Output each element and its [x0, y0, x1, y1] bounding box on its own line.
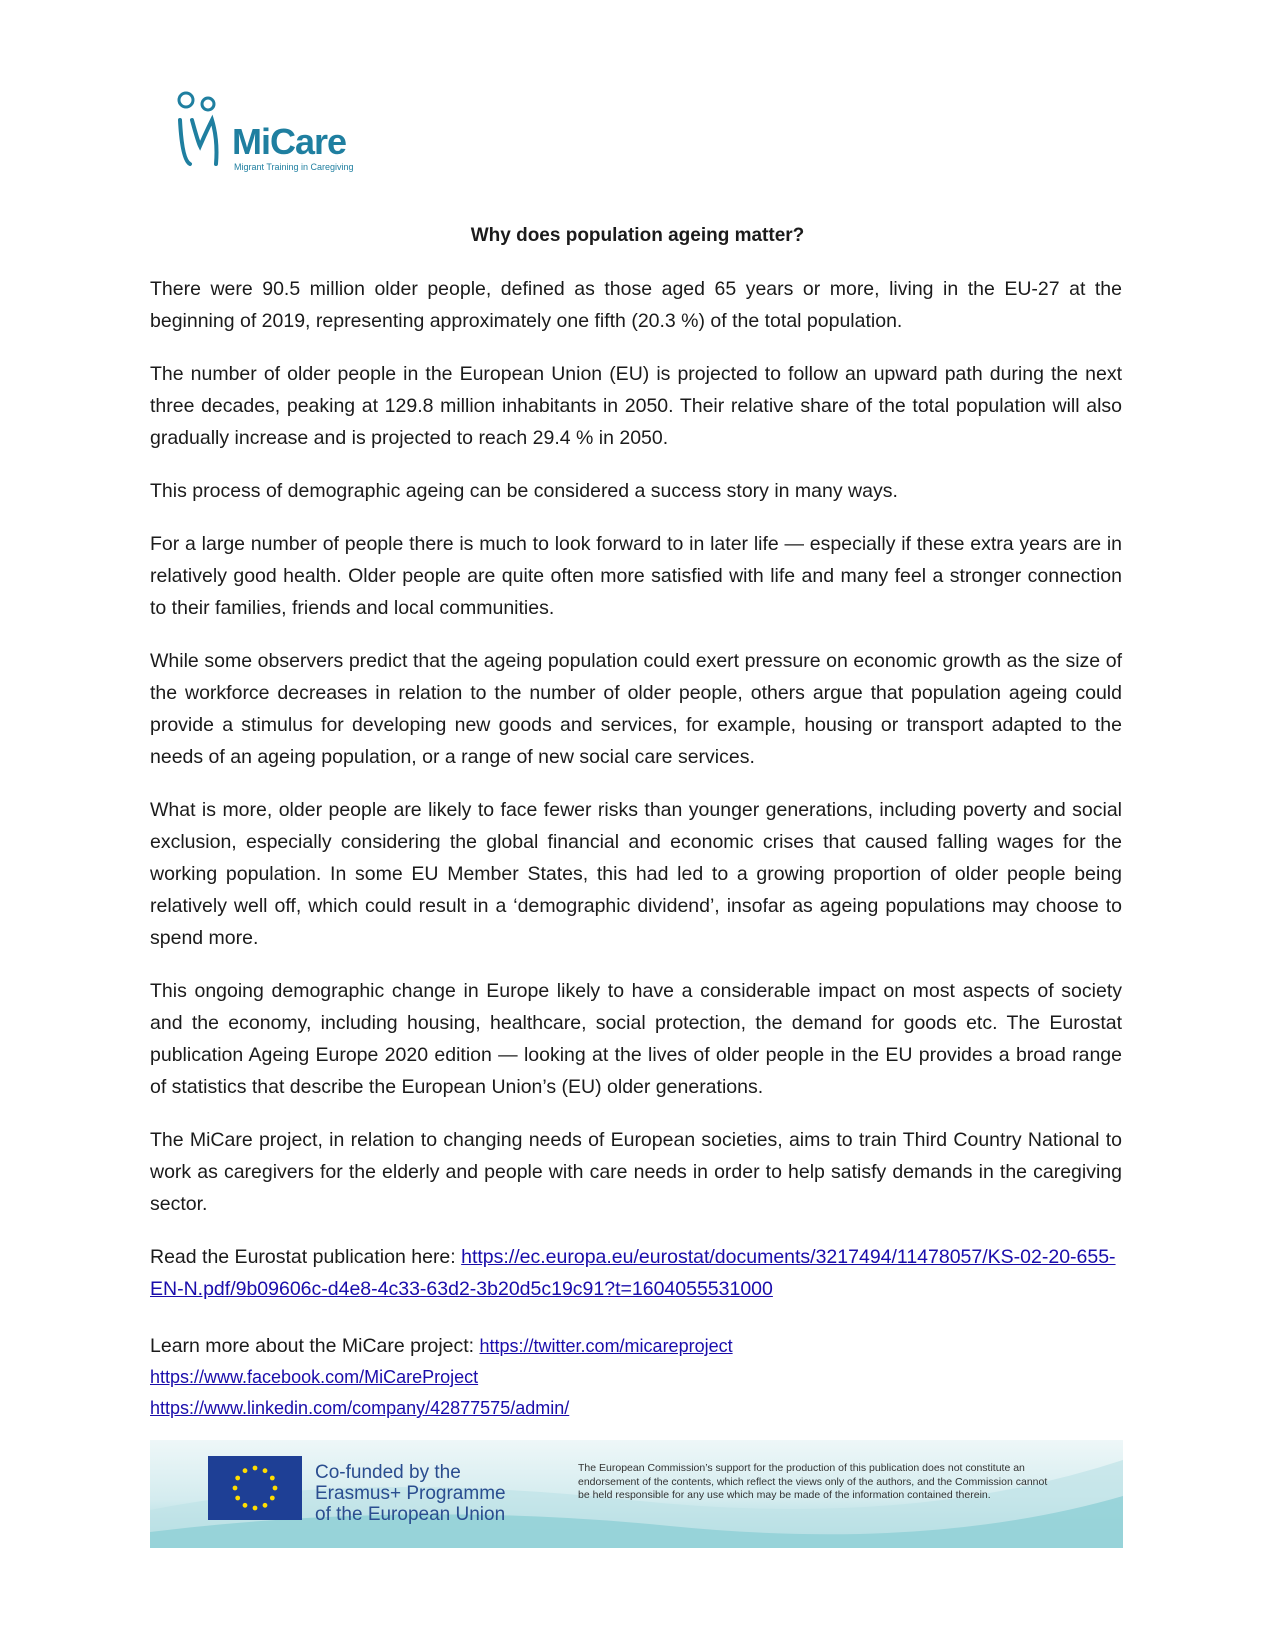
- logo-tagline: Migrant Training in Caregiving: [234, 162, 354, 172]
- cofunded-line: Co-funded by the: [315, 1462, 461, 1483]
- document-body: [150, 273, 1122, 1326]
- eu-disclaimer: The European Commission’s support for the production of this publication does not constitute an endorsement of the contents, which reflect the views only of the authors, and the Commission cannot be held responsible for any use which may be made of the information contained therein.: [578, 1462, 1048, 1501]
- paragraph: For a large number of people there is much to look forward to in later life — especially if these extra years are in relatively good health. Older people are quite often more satisfied with life and many feel a stronger connection to their families, friends and local communities.: [150, 533, 1122, 619]
- eurostat-paragraph: [150, 1241, 1122, 1305]
- read-label: Read the Eurostat publication here:: [150, 1246, 462, 1268]
- paragraph: What is more, older people are likely to face fewer risks than younger generations, including poverty and social exclusion, especially considering the global financial and economic crises that caused falling wages for the working population. In some EU Member States, this had led to a growing proportion of older people being relatively well off, which could result in a ‘demographic dividend’, insofar as ageing populations may choose to spend more.: [150, 799, 1122, 949]
- cofunded-line: of the European Union: [315, 1504, 506, 1525]
- paragraph: There were 90.5 million older people, defined as those aged 65 years or more, living in the EU-27 at the beginning of 2019, representing approximately one fifth (20.3 %) of the total population.: [150, 278, 1122, 332]
- learn-label: Learn more about the MiCare project:: [150, 1335, 480, 1357]
- facebook-link[interactable]: https://www.facebook.com/MiCareProject: [150, 1367, 479, 1387]
- paragraph: This process of demographic ageing can be considered a success story in many ways.: [150, 480, 898, 502]
- micare-logo: [176, 90, 366, 180]
- erasmus-footer-banner: [150, 1440, 1123, 1548]
- micare-figures-icon: [176, 90, 236, 180]
- paragraph: The MiCare project, in relation to changing needs of European societies, aims to train Third Country National to work as caregivers for the elderly and people with care needs in order to help satisfy demands in the caregiving sector.: [150, 1129, 1122, 1215]
- logo-wordmark: MiCare: [232, 121, 347, 162]
- paragraph: This ongoing demographic change in Europe likely to have a considerable impact on most aspects of society and the economy, including housing, healthcare, social protection, the demand for goods etc. The Eurostat publication Ageing Europe 2020 edition — looking at the lives of older people in the EU provides a broad range of statistics that describe the European Union’s (EU) older generations.: [150, 980, 1122, 1098]
- eu-flag-icon: [208, 1456, 302, 1520]
- cofunded-text: [315, 1462, 506, 1525]
- page-title: Why does population ageing matter?: [470, 225, 805, 246]
- paragraph: The number of older people in the European Union (EU) is projected to follow an upward path during the next three decades, peaking at 129.8 million inhabitants in 2050. Their relative share of the total population will also gradually increase and is projected to reach 29.4 % in 2050.: [150, 363, 1122, 449]
- paragraph: While some observers predict that the ageing population could exert pressure on economic growth as the size of the workforce decreases in relation to the number of older people, others argue that population ageing could provide a stimulus for developing new goods and services, for example, housing or transport adapted to the needs of an ageing population, or a range of new social care services.: [150, 650, 1122, 768]
- cofunded-line: Erasmus+ Programme: [315, 1483, 506, 1504]
- twitter-link[interactable]: https://twitter.com/micareproject: [479, 1336, 733, 1356]
- project-links: [150, 1331, 1122, 1424]
- eurostat-link[interactable]: https://ec.europa.eu/eurostat/documents/3217494/11478057/KS-02-20-655-EN-N.pdf/9b09606c-d4e8-4c33-63d2-3b20d5c19c91?t=1604055531000: [150, 1246, 1116, 1300]
- linkedin-link[interactable]: https://www.linkedin.com/company/42877575/admin/: [150, 1398, 570, 1418]
